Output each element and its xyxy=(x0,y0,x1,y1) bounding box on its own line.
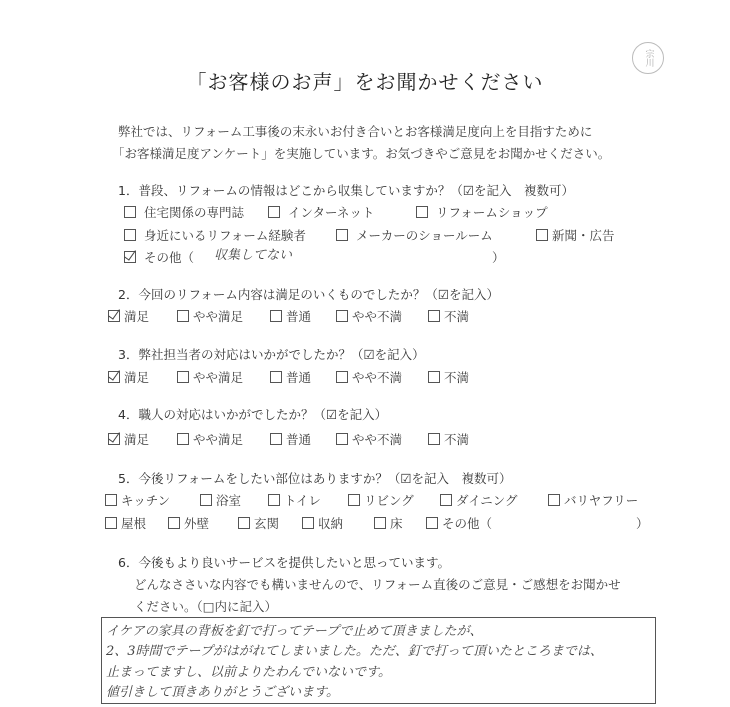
q5-option[interactable]: キッチン xyxy=(105,491,170,509)
checkbox[interactable] xyxy=(336,371,348,383)
checkbox[interactable] xyxy=(270,433,282,445)
checkbox[interactable] xyxy=(177,310,189,322)
checkbox[interactable] xyxy=(416,206,428,218)
question-4: 4．職人の対応はいかがでしたか？（☑を記入） xyxy=(118,407,388,422)
comment-line: 2、3時間でテープがはがれてしまいました。ただ、釘で打って頂いたところまでは、 xyxy=(106,644,603,659)
q3-option[interactable]: 満足 xyxy=(108,368,149,386)
q5-option[interactable]: 玄関 xyxy=(238,514,279,532)
q5-option[interactable]: ダイニング xyxy=(440,491,518,509)
q1-option[interactable]: 身近にいるリフォーム経験者 xyxy=(124,226,306,244)
q1-option[interactable]: 住宅関係の専門誌 xyxy=(124,203,244,221)
checkbox-checked[interactable] xyxy=(124,251,136,263)
q3-option[interactable]: 普通 xyxy=(270,368,311,386)
q4-option[interactable]: やや満足 xyxy=(177,430,243,448)
comment-line: 値引きして頂きありがとうございます。 xyxy=(106,685,339,700)
checkbox[interactable] xyxy=(426,517,438,529)
checkbox-checked[interactable] xyxy=(108,433,120,445)
q2-option[interactable]: 普通 xyxy=(270,307,311,325)
intro-line-1: 弊社では、リフォーム工事後の末永いお付き合いとお客様満足度向上を目指すために xyxy=(118,124,593,139)
checkbox-checked[interactable] xyxy=(108,310,120,322)
inspection-seal: 宗川 xyxy=(632,42,664,74)
q2-option[interactable]: 不満 xyxy=(428,307,469,325)
checkbox[interactable] xyxy=(336,229,348,241)
question-2: 2．今回のリフォーム内容は満足のいくものでしたか？（☑を記入） xyxy=(118,287,500,302)
q5-option[interactable]: リビング xyxy=(348,491,414,509)
q5-option[interactable]: トイレ xyxy=(268,491,321,509)
checkbox[interactable] xyxy=(348,494,360,506)
q2-option[interactable]: やや満足 xyxy=(177,307,243,325)
checkbox[interactable] xyxy=(200,494,212,506)
q1-other-answer[interactable]: 収集してない xyxy=(214,248,293,263)
checkbox[interactable] xyxy=(428,310,440,322)
comment-line: 止まってますし、以前よりたわんでいないです。 xyxy=(106,665,391,680)
checkbox[interactable] xyxy=(177,371,189,383)
checkbox[interactable] xyxy=(124,229,136,241)
checkbox[interactable] xyxy=(177,433,189,445)
checkbox[interactable] xyxy=(428,433,440,445)
question-5: 5．今後リフォームをしたい部位はありますか？（☑を記入 複数可） xyxy=(118,471,512,486)
checkbox[interactable] xyxy=(336,433,348,445)
question-6-instructions: どんなささいな内容でも構いませんので、リフォーム直後のご意見・ご感想をお聞かせ xyxy=(134,577,621,592)
q5-option[interactable]: 床 xyxy=(374,514,403,532)
checkbox[interactable] xyxy=(548,494,560,506)
question-3: 3．弊社担当者の対応はいかがでしたか？（☑を記入） xyxy=(118,347,425,362)
question-6-instructions-2: ください。（□内に記入） xyxy=(134,599,278,614)
checkbox[interactable] xyxy=(336,310,348,322)
q5-option[interactable]: 屋根 xyxy=(105,514,146,532)
q5-option[interactable]: 収納 xyxy=(302,514,343,532)
comment-line: イケアの家具の背板を釘で打ってテープで止めて頂きましたが、 xyxy=(106,624,483,639)
q5-other-close: ） xyxy=(636,516,649,531)
checkbox[interactable] xyxy=(105,517,117,529)
checkbox[interactable] xyxy=(302,517,314,529)
q3-option[interactable]: やや満足 xyxy=(177,368,243,386)
q4-option[interactable]: 満足 xyxy=(108,430,149,448)
checkbox[interactable] xyxy=(536,229,548,241)
checkbox[interactable] xyxy=(168,517,180,529)
checkbox[interactable] xyxy=(124,206,136,218)
checkbox[interactable] xyxy=(268,494,280,506)
q5-option[interactable]: バリヤフリー xyxy=(548,491,638,509)
checkbox[interactable] xyxy=(440,494,452,506)
page-title: 「お客様のお声」をお聞かせください xyxy=(186,70,544,94)
q1-option-other[interactable]: その他（ xyxy=(124,248,194,266)
checkbox[interactable] xyxy=(428,371,440,383)
q2-option[interactable]: やや不満 xyxy=(336,307,402,325)
question-1: 1．普段、リフォームの情報はどこから収集していますか？（☑を記入 複数可） xyxy=(118,183,575,198)
q3-option[interactable]: やや不満 xyxy=(336,368,402,386)
intro-line-2: 「お客様満足度アンケート」を実施しています。お気づきやご意見をお聞かせください。 xyxy=(112,146,611,161)
checkbox[interactable] xyxy=(268,206,280,218)
q2-option[interactable]: 満足 xyxy=(108,307,149,325)
q1-other-close: ） xyxy=(492,250,505,265)
q4-option[interactable]: 普通 xyxy=(270,430,311,448)
q4-option[interactable]: やや不満 xyxy=(336,430,402,448)
q1-option[interactable]: リフォームショップ xyxy=(416,203,548,221)
q5-option[interactable]: 外壁 xyxy=(168,514,209,532)
checkbox[interactable] xyxy=(270,310,282,322)
q4-option[interactable]: 不満 xyxy=(428,430,469,448)
q1-option[interactable]: メーカーのショールーム xyxy=(336,226,493,244)
checkbox[interactable] xyxy=(105,494,117,506)
checkbox[interactable] xyxy=(270,371,282,383)
q1-option[interactable]: 新聞・広告 xyxy=(536,226,615,244)
q1-option[interactable]: インターネット xyxy=(268,203,374,221)
question-6: 6．今後もより良いサービスを提供したいと思っています。 xyxy=(118,555,450,570)
q3-option[interactable]: 不満 xyxy=(428,368,469,386)
checkbox[interactable] xyxy=(374,517,386,529)
q5-option-other[interactable]: その他（ xyxy=(426,514,492,532)
checkbox[interactable] xyxy=(238,517,250,529)
q5-option[interactable]: 浴室 xyxy=(200,491,241,509)
checkbox-checked[interactable] xyxy=(108,371,120,383)
